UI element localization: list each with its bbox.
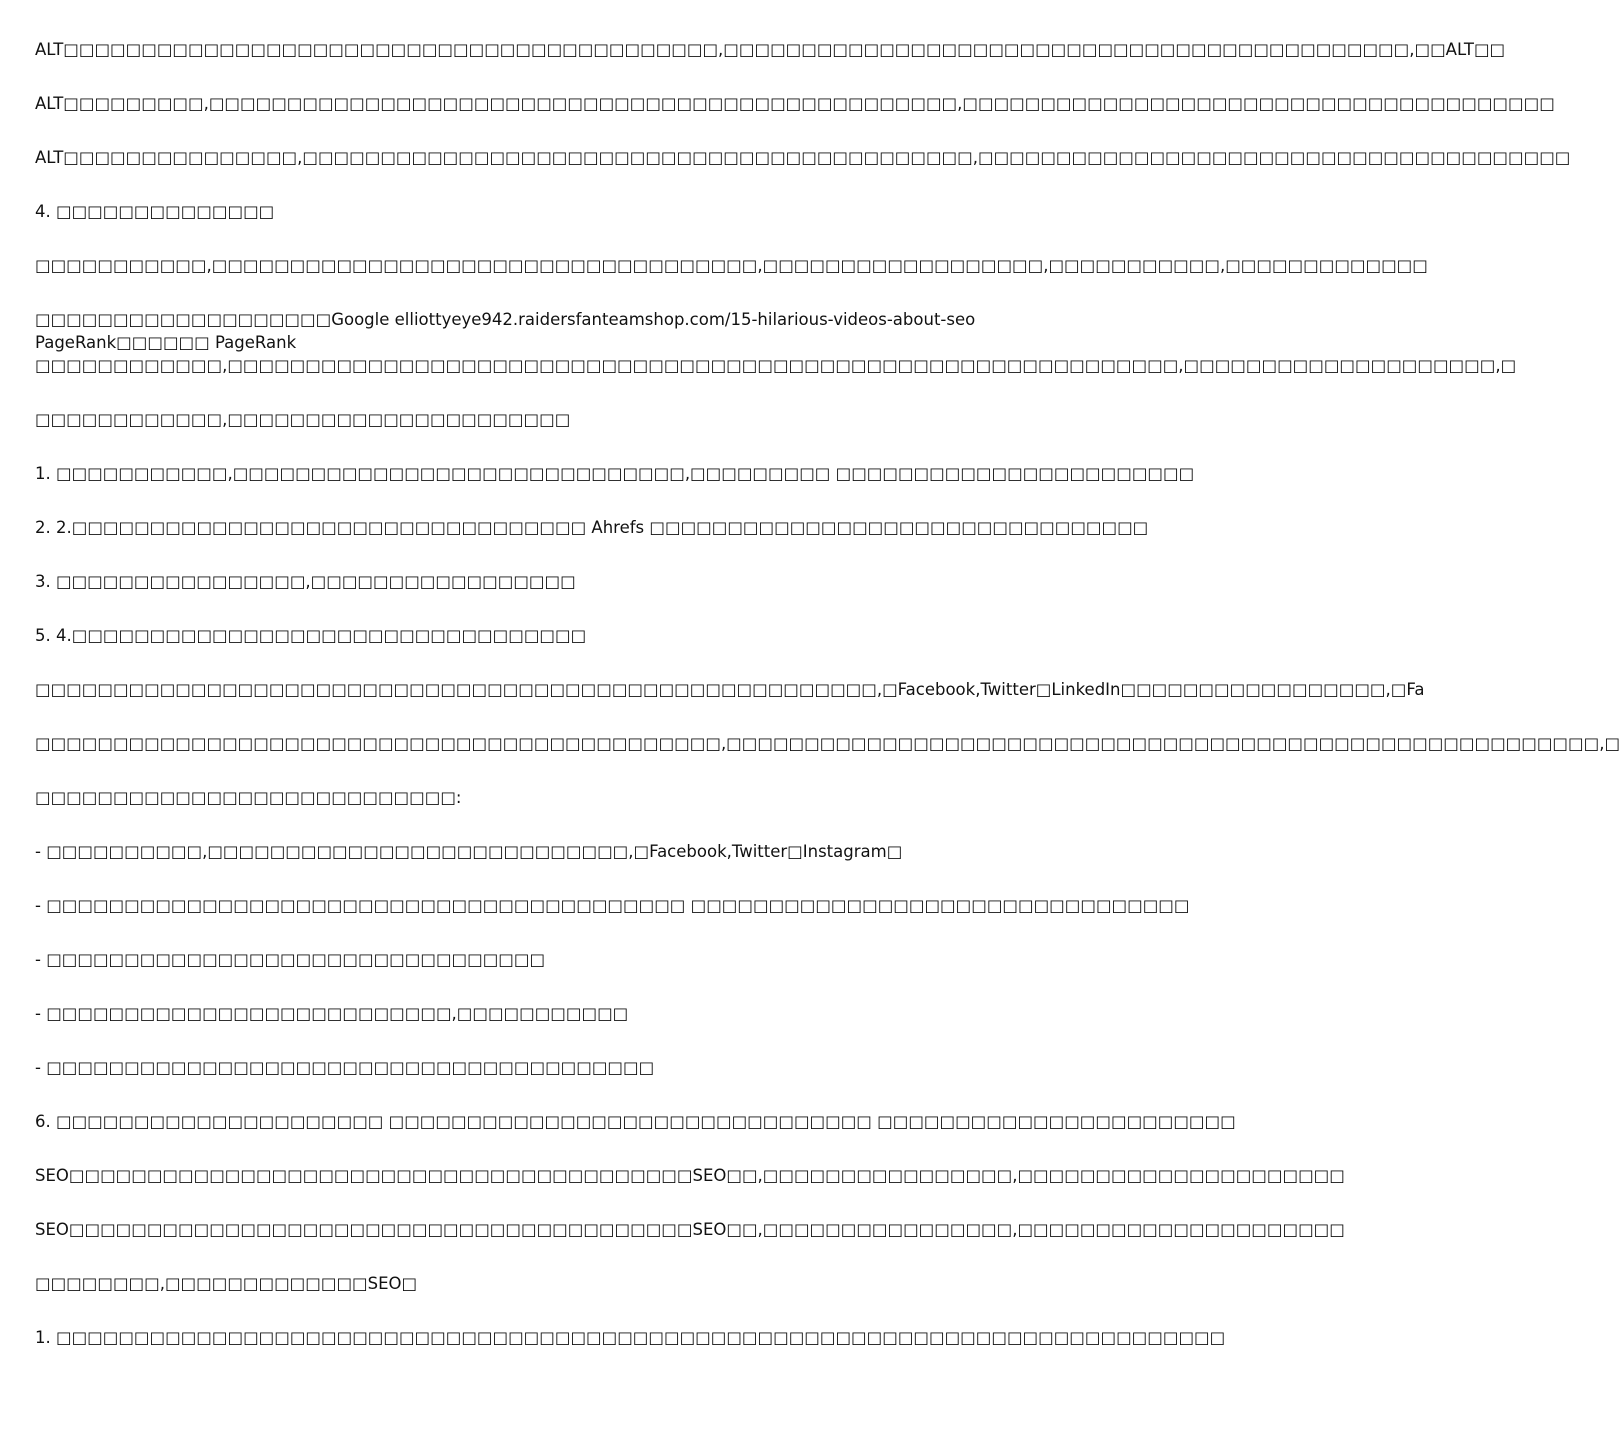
text-line: □□□□□□□□□□□,□□□□□□□□□□□□□□□□□□□□□□□□□□□□□□□□□□□,□□□□□□□□□□□□□□□□□□,□□□□□□□□□□□,□□□□□□□□□□□□□ bbox=[35, 256, 1428, 275]
paragraph-23 bbox=[35, 1272, 990, 1295]
text-line: 4. □□□□□□□□□□□□□□ bbox=[35, 202, 275, 221]
paragraph-12 bbox=[35, 678, 1425, 701]
section-heading-4 bbox=[35, 200, 990, 223]
paragraph-1 bbox=[35, 38, 1506, 61]
paragraph-6 bbox=[35, 308, 1517, 377]
bullet-item-2 bbox=[35, 894, 1190, 917]
text-line: - □□□□□□□□□□□□□□□□□□□□□□□□□□□□□□□□□□□□□□□ bbox=[35, 1058, 655, 1077]
text-line: SEO□□□□□□□□□□□□□□□□□□□□□□□□□□□□□□□□□□□□□□□□SEO□□,□□□□□□□□□□□□□□□□,□□□□□□□□□□□□□□□□□□□□□ bbox=[35, 1220, 1345, 1239]
text-line: ALT□□□□□□□□□□□□□□□,□□□□□□□□□□□□□□□□□□□□□□□□□□□□□□□□□□□□□□□□□□□,□□□□□□□□□□□□□□□□□□□□□□□□□□□□□□□□□□□□□□ bbox=[35, 148, 1571, 167]
text-line: 1. □□□□□□□□□□□,□□□□□□□□□□□□□□□□□□□□□□□□□□□□□,□□□□□□□□□ □□□□□□□□□□□□□□□□□□□□□□□ bbox=[35, 464, 1195, 483]
text-line: □□□□□□□□,□□□□□□□□□□□□□SEO□ bbox=[35, 1274, 418, 1293]
paragraph-13 bbox=[35, 732, 1620, 755]
text-line: 6. □□□□□□□□□□□□□□□□□□□□□ □□□□□□□□□□□□□□□□□□□□□□□□□□□□□□□ □□□□□□□□□□□□□□□□□□□□□□□ bbox=[35, 1112, 1236, 1131]
text-line: □□□□□□□□□□□□,□□□□□□□□□□□□□□□□□□□□□□□□□□□□□□□□□□□□□□□□□□□□□□□□□□□□□□□□□□□□□,□□□□□□□□□□□□□□□□□□□□,□ bbox=[35, 356, 1517, 375]
paragraph-5 bbox=[35, 254, 1428, 277]
paragraph-21 bbox=[35, 1164, 1345, 1187]
paragraph-22 bbox=[35, 1218, 1345, 1241]
text-line: 3. □□□□□□□□□□□□□□□□,□□□□□□□□□□□□□□□□□ bbox=[35, 572, 576, 591]
paragraph-14 bbox=[35, 786, 990, 809]
bullet-item-1 bbox=[35, 840, 990, 863]
list-item-2 bbox=[35, 516, 1149, 539]
text-line: ALT□□□□□□□□□,□□□□□□□□□□□□□□□□□□□□□□□□□□□□□□□□□□□□□□□□□□□□□□□□,□□□□□□□□□□□□□□□□□□□□□□□□□□□□□□□□□□□□□□ bbox=[35, 94, 1555, 113]
text-line: □□□□□□□□□□□□□□□□□□□□□□□□□□□: bbox=[35, 788, 462, 807]
text-line: - □□□□□□□□□□,□□□□□□□□□□□□□□□□□□□□□□□□□□□,□Facebook,Twitter□Instagram□ bbox=[35, 842, 903, 861]
section-heading-6 bbox=[35, 1110, 1236, 1133]
text-line: SEO□□□□□□□□□□□□□□□□□□□□□□□□□□□□□□□□□□□□□□□□SEO□□,□□□□□□□□□□□□□□□□,□□□□□□□□□□□□□□□□□□□□□ bbox=[35, 1166, 1345, 1185]
text-line: 1. □□□□□□□□□□□□□□□□□□□□□□□□□□□□□□□□□□□□□□□□□□□□□□□□□□□□□□□□□□□□□□□□□□□□□□□□□□□ bbox=[35, 1328, 1226, 1347]
text-line: - □□□□□□□□□□□□□□□□□□□□□□□□□□□□□□□□□□□□□□□□□ □□□□□□□□□□□□□□□□□□□□□□□□□□□□□□□□ bbox=[35, 896, 1190, 915]
paragraph-2 bbox=[35, 92, 1555, 115]
text-line: - □□□□□□□□□□□□□□□□□□□□□□□□□□□□□□□□ bbox=[35, 950, 546, 969]
text-line: □□□□□□□□□□□□,□□□□□□□□□□□□□□□□□□□□□□ bbox=[35, 410, 571, 429]
document-page bbox=[35, 38, 1620, 1428]
paragraph-7 bbox=[35, 408, 990, 431]
text-line: 2. 2.□□□□□□□□□□□□□□□□□□□□□□□□□□□□□□□□□ Ahrefs □□□□□□□□□□□□□□□□□□□□□□□□□□□□□□□□ bbox=[35, 518, 1149, 537]
bullet-item-5 bbox=[35, 1056, 990, 1079]
list-item-3 bbox=[35, 570, 990, 593]
list-item-final bbox=[35, 1326, 1226, 1349]
text-line: PageRank□□□□□□ PageRank bbox=[35, 333, 297, 352]
text-line: □□□□□□□□□□□□□□□□□□□□□□□□□□□□□□□□□□□□□□□□□□□□□□□□□□□□□□,□Facebook,Twitter□LinkedIn□□□□□□□□□□□□□□□□□,□Fa bbox=[35, 680, 1425, 699]
list-item-1 bbox=[35, 462, 1195, 485]
text-line: 5. 4.□□□□□□□□□□□□□□□□□□□□□□□□□□□□□□□□□ bbox=[35, 626, 587, 645]
paragraph-3 bbox=[35, 146, 1571, 169]
text-line: ALT□□□□□□□□□□□□□□□□□□□□□□□□□□□□□□□□□□□□□□□□□□,□□□□□□□□□□□□□□□□□□□□□□□□□□□□□□□□□□□□□□□□□□□□,□□ALT□□ bbox=[35, 40, 1506, 59]
section-heading-5 bbox=[35, 624, 990, 647]
text-line: - □□□□□□□□□□□□□□□□□□□□□□□□□□,□□□□□□□□□□□ bbox=[35, 1004, 629, 1023]
text-line: □□□□□□□□□□□□□□□□□□□□□□□□□□□□□□□□□□□□□□□□□□□□,□□□□□□□□□□□□□□□□□□□□□□□□□□□□□□□□□□□□□□□□□□□□□□□□□□□□□□□□,□ bbox=[35, 734, 1620, 753]
bullet-item-4 bbox=[35, 1002, 990, 1025]
bullet-item-3 bbox=[35, 948, 990, 971]
text-line: □□□□□□□□□□□□□□□□□□□Google elliottyeye942.raidersfanteamshop.com/15-hilarious-videos-about-seo bbox=[35, 310, 976, 329]
